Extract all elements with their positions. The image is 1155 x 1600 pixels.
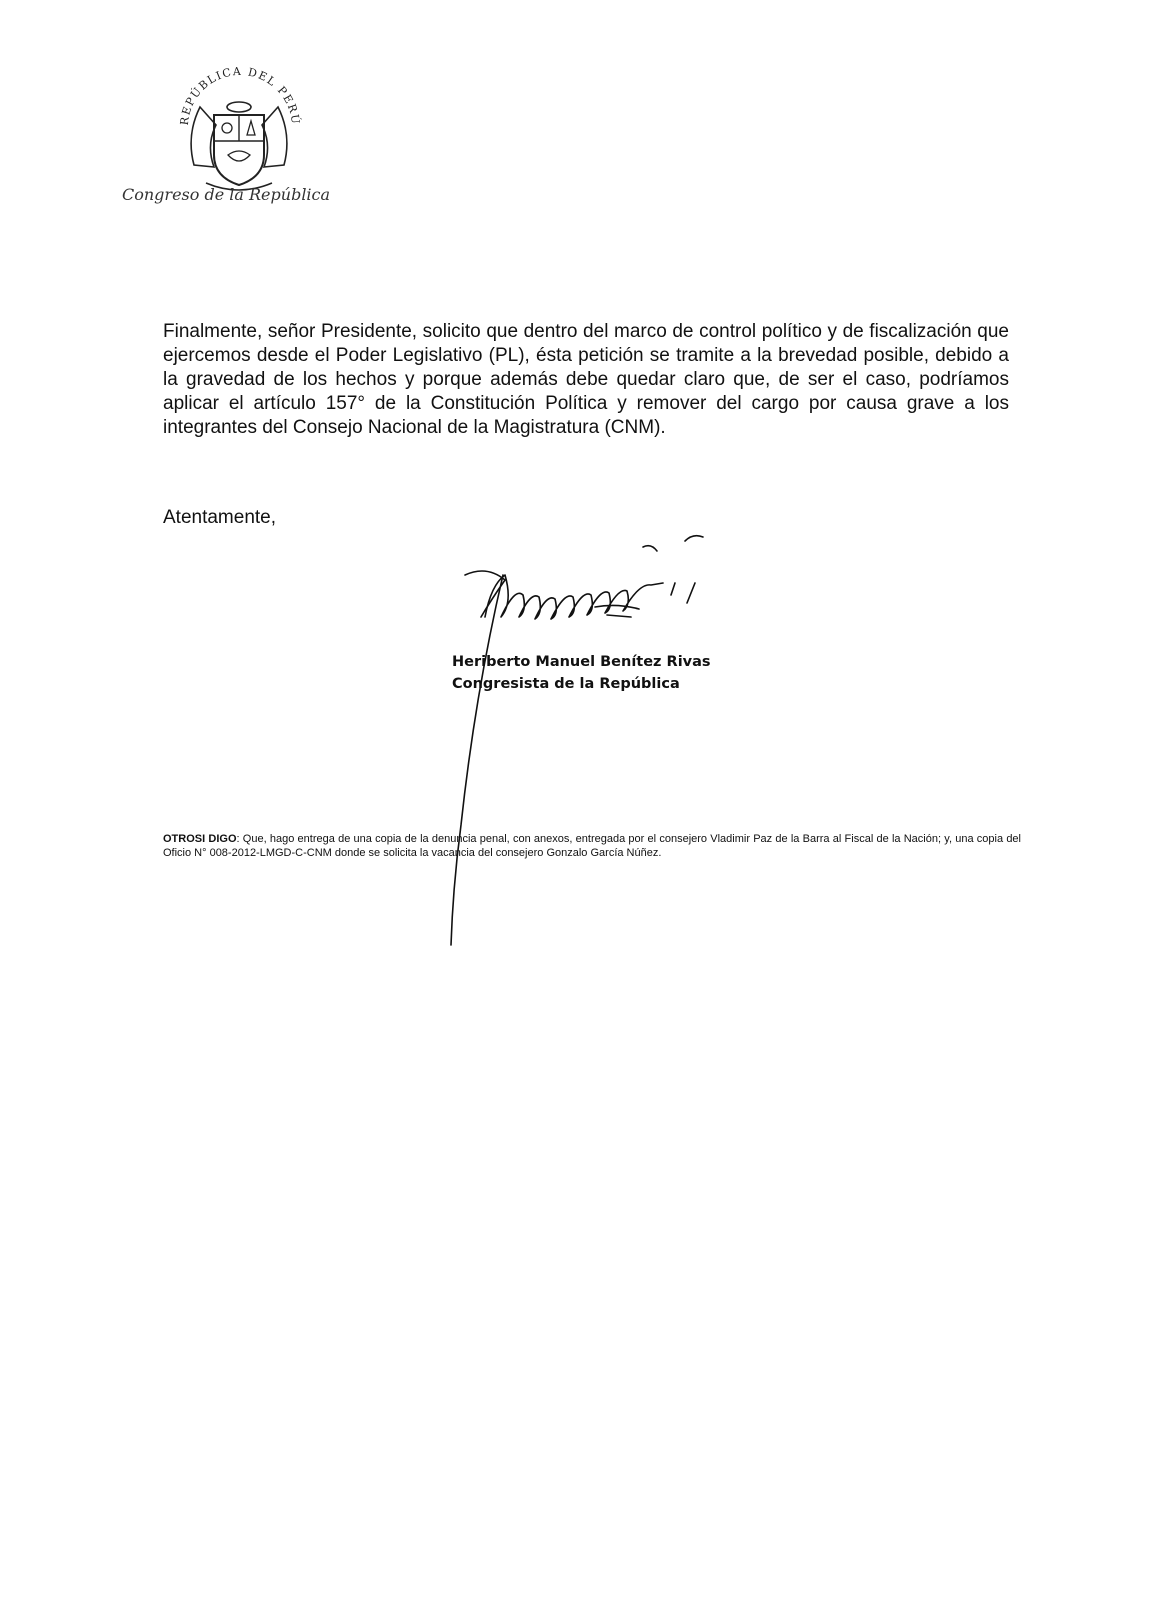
letter-closing: Atentamente, <box>163 507 277 528</box>
coat-of-arms-icon <box>166 55 312 205</box>
svg-text:REPÚBLICA DEL PERÚ <box>178 65 303 126</box>
signer-name: Heriberto Manuel Benítez Rivas <box>452 654 711 670</box>
seal-text: REPÚBLICA DEL PERÚ <box>177 64 303 126</box>
handwritten-signature <box>395 525 735 955</box>
postscript-text: : Que, hago entrega de una copia de la denuncia penal, con anexos, entregada por el consejero Vladimir Paz de la Barra al Fiscal de la Nación; y, una copia del Oficio N° 008-2012-LMGD-C-CNM donde se solicita la vacancia del consejero Gonzalo García Núñez. <box>163 833 1021 859</box>
signer-title: Congresista de la República <box>452 676 680 692</box>
signer-block <box>452 651 711 695</box>
letter-body: Finalmente, señor Presidente, solicito que dentro del marco de control político y de fiscalización que ejercemos desde el Poder Legislativo (PL), ésta petición se tramite a la brevedad posible, debido a la gravedad de los hechos y porque además debe quedar claro que, de ser el caso, podríamos aplicar el artículo 157° de la Constitución Política y remover del cargo por causa grave a los integrantes del Consejo Nacional de la Magistratura (CNM). <box>163 321 1009 438</box>
postscript-label: OTROSI DIGO <box>163 833 237 845</box>
postscript <box>163 832 1021 860</box>
institution-name: Congreso de la República <box>122 185 331 204</box>
